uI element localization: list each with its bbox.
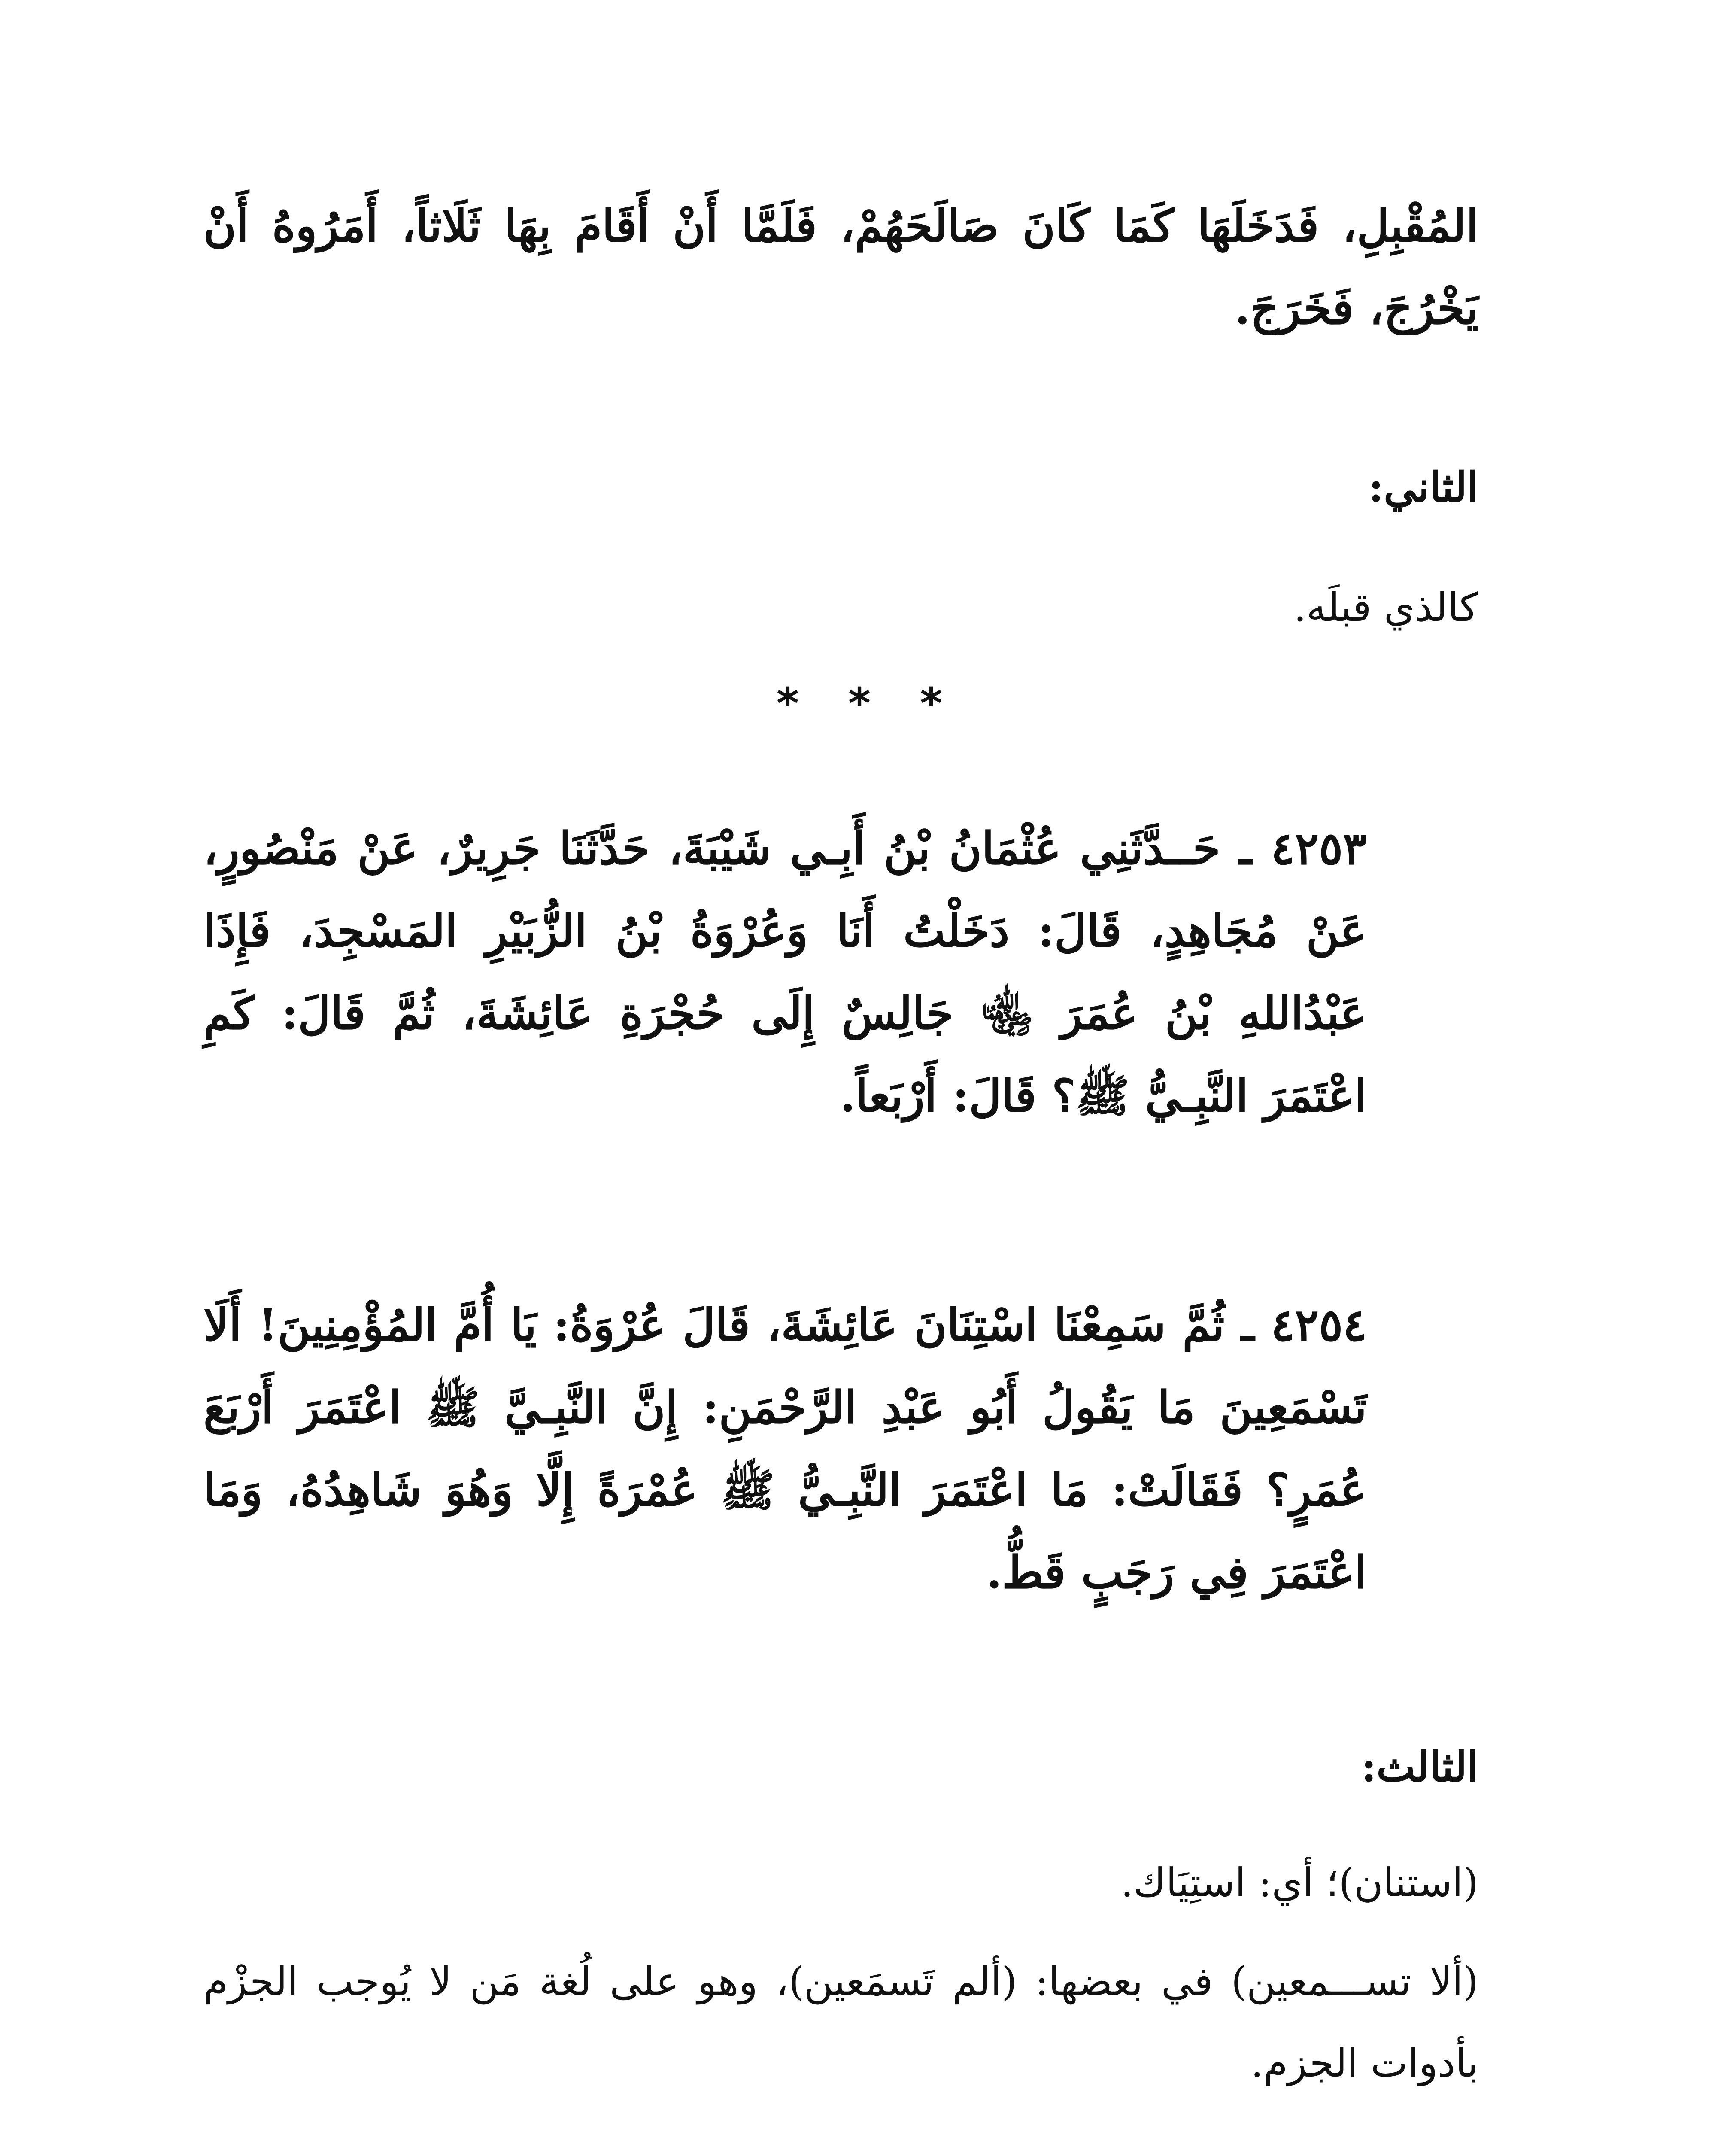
continuation-paragraph: المُقْبِلِ، فَدَخَلَهَا كَمَا كَانَ صَالَحَهُمْ، فَلَمَّا أَنْ أَقَامَ بِهَا ثَلَاثاً، أَمَرُوهُ أَنْ يَخْرُجَ، فَخَرَجَ. [203, 199, 1478, 335]
third-note-ala-tasmaeen: (ألا تســـمعين) في بعضها: (ألم تَسمَعين)، وهو على لُغة مَن لا يُوجب الجزْم بأدوات الجزم. [203, 1958, 1478, 2086]
section-heading-third: الثالث: [1361, 1743, 1478, 1791]
section-heading-second: الثاني: [1368, 463, 1478, 511]
hadith-4254-paragraph: ٤٢٥٤ ـ ثُمَّ سَمِعْنَا اسْتِنَانَ عَائِشَةَ، قَالَ عُرْوَةُ: يَا أُمَّ المُؤْمِنِينَ! أَلَا تَسْمَعِينَ مَا يَقُولُ أَبُو عَبْدِ الرَّحْمَنِ: إِنَّ النَّبِـيَّ ﷺ اعْتَمَرَ أَرْبَعَ عُمَرٍ؟ فَقَالَتْ: مَا اعْتَمَرَ النَّبِـيُّ ﷺ عُمْرَةً إِلَّا وَهُوَ شَاهِدُهُ، وَمَا اعْتَمَرَ فِي رَجَبٍ قَطُّ. [203, 1299, 1367, 1599]
second-note: كالذي قبلَه. [1293, 584, 1478, 630]
section-separator: * * * [776, 678, 960, 729]
hadith-4253-paragraph: ٤٢٥٣ ـ حَــدَّثَنِي عُثْمَانُ بْنُ أَبِـي شَيْبَةَ، حَدَّثَنَا جَرِيرٌ، عَنْ مَنْصُورٍ، عَنْ مُجَاهِدٍ، قَالَ: دَخَلْتُ أَنَا وَعُرْوَةُ بْنُ الزُّبَيْرِ المَسْجِدَ، فَإِذَا عَبْدُاللهِ بْنُ عُمَرَ ﵄ جَالِسٌ إِلَى حُجْرَةِ عَائِشَةَ، ثُمَّ قَالَ: كَمِ اعْتَمَرَ النَّبِـيُّ ﷺ؟ قَالَ: أَرْبَعاً. [203, 822, 1367, 1122]
third-note-istinan: (استنان)؛ أي: استِيَاك. [1120, 1860, 1478, 1906]
